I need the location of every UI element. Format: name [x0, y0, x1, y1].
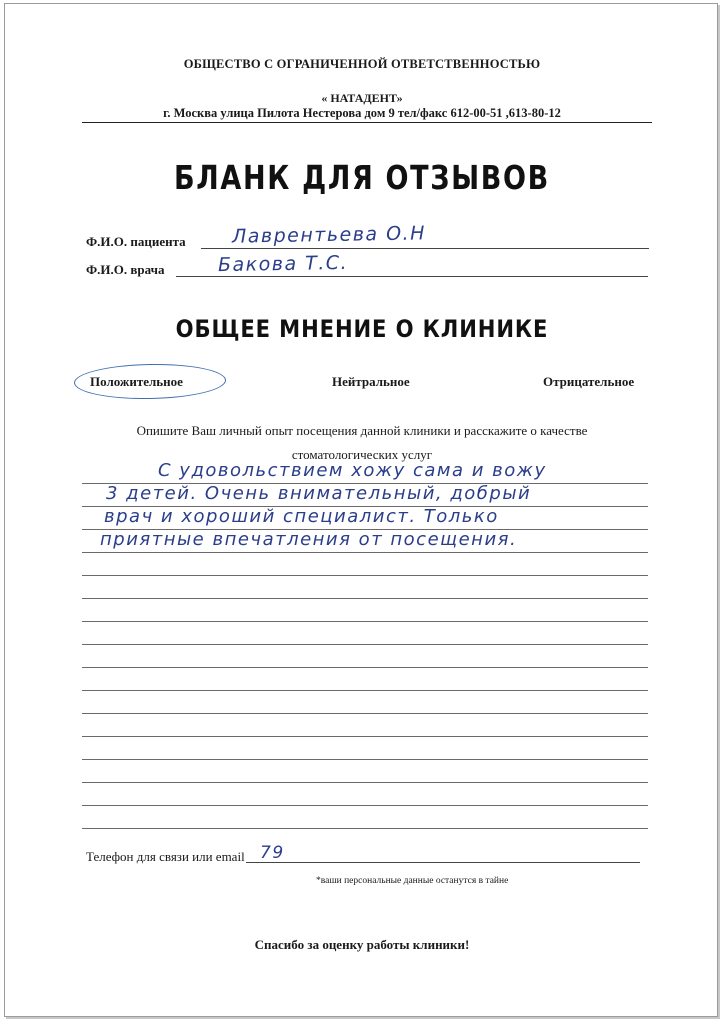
ruled-line [82, 621, 648, 622]
experience-prompt-continued: стоматологических услуг [291, 447, 433, 462]
ruled-line [82, 782, 648, 783]
ruled-line [82, 759, 648, 760]
form-title: БЛАНК ДЛЯ ОТЗЫВОВ [174, 158, 550, 197]
doctor-name-label: Ф.И.О. врача [86, 262, 165, 277]
privacy-note: *ваши персональные данные останутся в тайне [316, 876, 509, 886]
review-line: С удовольствием хожу сама и вожу [158, 460, 547, 481]
contact-value[interactable]: 79 [260, 843, 285, 863]
ruled-line [82, 644, 648, 645]
option-positive[interactable]: Положительное [90, 374, 183, 389]
clinic-address: г. Москва улица Пилота Нестерова дом 9 тел/факс 612-00-51 ,613-80-12 [163, 106, 561, 120]
ruled-line [82, 552, 648, 553]
doctor-name-value[interactable]: Бакова Т.С. [217, 251, 349, 277]
review-line: 3 детей. Очень внимательный, добрый [106, 483, 532, 504]
review-line: врач и хороший специалист. Только [104, 506, 499, 527]
review-line: приятные впечатления от посещения. [100, 529, 518, 550]
ruled-line [82, 805, 648, 806]
contact-label: Телефон для связи или email [86, 849, 245, 864]
patient-name-value[interactable]: Лаврентьева О.Н [231, 222, 427, 248]
organization-type: ОБЩЕСТВО С ОГРАНИЧЕННОЙ ОТВЕТСТВЕННОСТЬЮ [183, 57, 541, 71]
option-negative[interactable]: Отрицательное [543, 374, 635, 389]
ruled-line [82, 828, 648, 829]
contact-line [246, 862, 640, 863]
header-divider [82, 122, 652, 123]
ruled-line [82, 713, 648, 714]
ruled-line [82, 667, 648, 668]
ruled-line [82, 736, 648, 737]
doctor-name-line [176, 276, 648, 277]
option-neutral[interactable]: Нейтральное [332, 374, 410, 389]
ruled-line [82, 690, 648, 691]
clinic-name: « НАТАДЕНТ» [321, 91, 403, 105]
ruled-line [82, 575, 648, 576]
thank-you-note: Спасибо за оценку работы клиники! [254, 937, 470, 952]
patient-name-line [201, 248, 649, 249]
patient-name-label: Ф.И.О. пациента [86, 234, 186, 249]
experience-prompt: Опишите Ваш личный опыт посещения данной клиники и расскажите о качестве [136, 423, 588, 438]
ruled-line [82, 598, 648, 599]
opinion-title: ОБЩЕЕ МНЕНИЕ О КЛИНИКЕ [175, 315, 549, 343]
review-text[interactable] [100, 459, 660, 551]
